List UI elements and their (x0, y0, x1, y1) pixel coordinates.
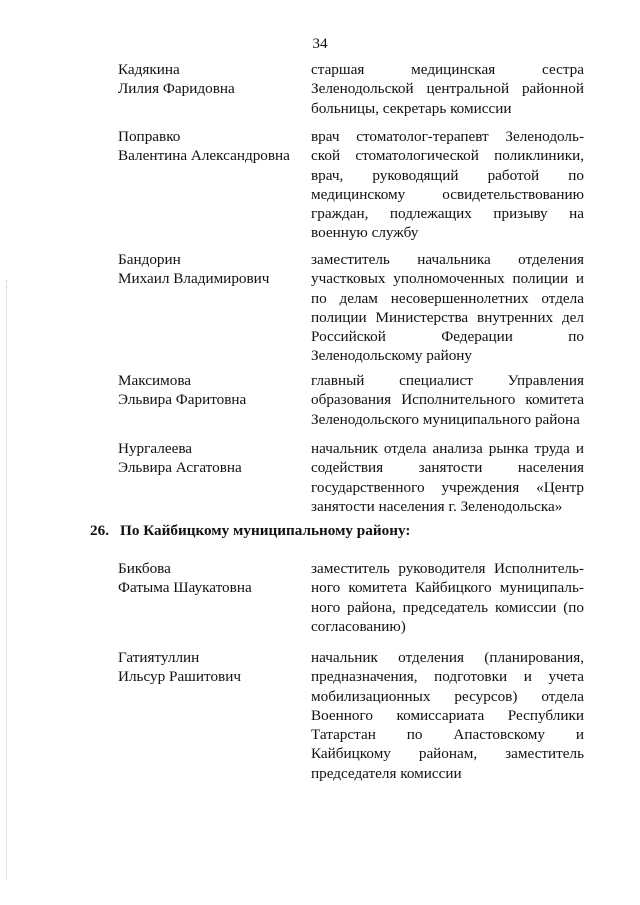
position-line: ного района, председатель комиссии (по (311, 598, 584, 616)
position-line: предназначения, подготовки и учета (311, 668, 584, 686)
position-line: Татарстан по Апастовскому и (311, 726, 584, 744)
member-surname: Бандорин (118, 251, 181, 268)
member-surname: Бикбова (118, 560, 171, 577)
position-line: больницы, секретарь комиссии (311, 99, 512, 117)
member-position (311, 371, 584, 429)
position-line: участковых уполномоченных полиции и (311, 270, 584, 288)
position-line: заместитель руководителя Исполнитель- (311, 560, 584, 577)
member-given-names: Михаил Владимирович (118, 270, 270, 288)
position-line: ской стоматологической поликлиники, (311, 147, 584, 165)
position-line: образования Исполнительного комитета (311, 391, 584, 409)
position-line: начальник отдела анализа рынка труда и (311, 440, 584, 457)
page-number: 34 (312, 35, 328, 52)
member-given-names: Ильсур Рашитович (118, 668, 241, 686)
member-name (118, 250, 298, 289)
position-line: председателя комиссии (311, 764, 462, 782)
position-line: государственного учреждения «Центр (311, 478, 584, 496)
member-name (118, 127, 298, 166)
member-name (118, 371, 298, 410)
position-line: мобилизационных ресурсов) отдела (311, 687, 584, 705)
position-line: согласованию) (311, 617, 406, 635)
member-surname: Поправко (118, 128, 181, 145)
position-line: Зеленодольского муниципального района (311, 410, 580, 428)
member-position (311, 60, 584, 118)
member-name (118, 439, 298, 478)
position-line: ного комитета Кайбицкого муниципаль- (311, 579, 584, 597)
member-given-names: Лилия Фаридовна (118, 80, 235, 98)
position-line: старшая медицинская сестра (311, 61, 584, 78)
position-line: врач стоматолог-терапевт Зеленодоль- (311, 128, 584, 145)
member-surname: Кадякина (118, 61, 180, 78)
member-position (311, 559, 584, 636)
member-position (311, 250, 584, 366)
member-name (118, 60, 298, 99)
member-position (311, 439, 584, 516)
position-line: содействия занятости населения (311, 459, 584, 477)
position-line: медицинскому освидетельствованию (311, 185, 584, 203)
position-line: граждан, подлежащих призыву на (311, 205, 584, 223)
member-given-names: Эльвира Асгатовна (118, 459, 242, 477)
member-name (118, 648, 298, 687)
position-line: Зеленодольской центральной районной (311, 80, 584, 98)
position-line: полиции Министерства внутренних дел (311, 308, 584, 326)
position-line: главный специалист Управления (311, 372, 584, 389)
scan-margin-marks (6, 280, 8, 880)
position-line: Российской Федерации по (311, 328, 584, 346)
position-line: врач, руководящий работой по (311, 166, 584, 184)
member-given-names: Фатыма Шаукатовна (118, 579, 252, 597)
member-given-names: Валентина Александровна (118, 147, 290, 165)
section-title: По Кайбицкому муниципальному району: (120, 522, 411, 539)
section-number: 26. (90, 522, 109, 539)
position-line: заместитель начальника отделения (311, 251, 584, 268)
member-name (118, 559, 298, 598)
member-given-names: Эльвира Фаритовна (118, 391, 247, 409)
position-line: занятости населения г. Зеленодольска» (311, 497, 563, 515)
member-surname: Гатиятуллин (118, 649, 200, 666)
member-surname: Нургалеева (118, 440, 193, 457)
section-heading (90, 521, 410, 540)
position-line: Военного комиссариата Республики (311, 706, 584, 724)
member-position (311, 127, 584, 243)
position-line: Кайбицкому районам, заместитель (311, 745, 584, 763)
position-line: военную службу (311, 224, 419, 242)
member-surname: Максимова (118, 372, 192, 389)
position-line: по делам несовершеннолетних отдела (311, 289, 584, 307)
member-position (311, 648, 584, 783)
position-line: Зеленодольскому району (311, 347, 473, 365)
position-line: начальник отделения (планирования, (311, 649, 584, 666)
